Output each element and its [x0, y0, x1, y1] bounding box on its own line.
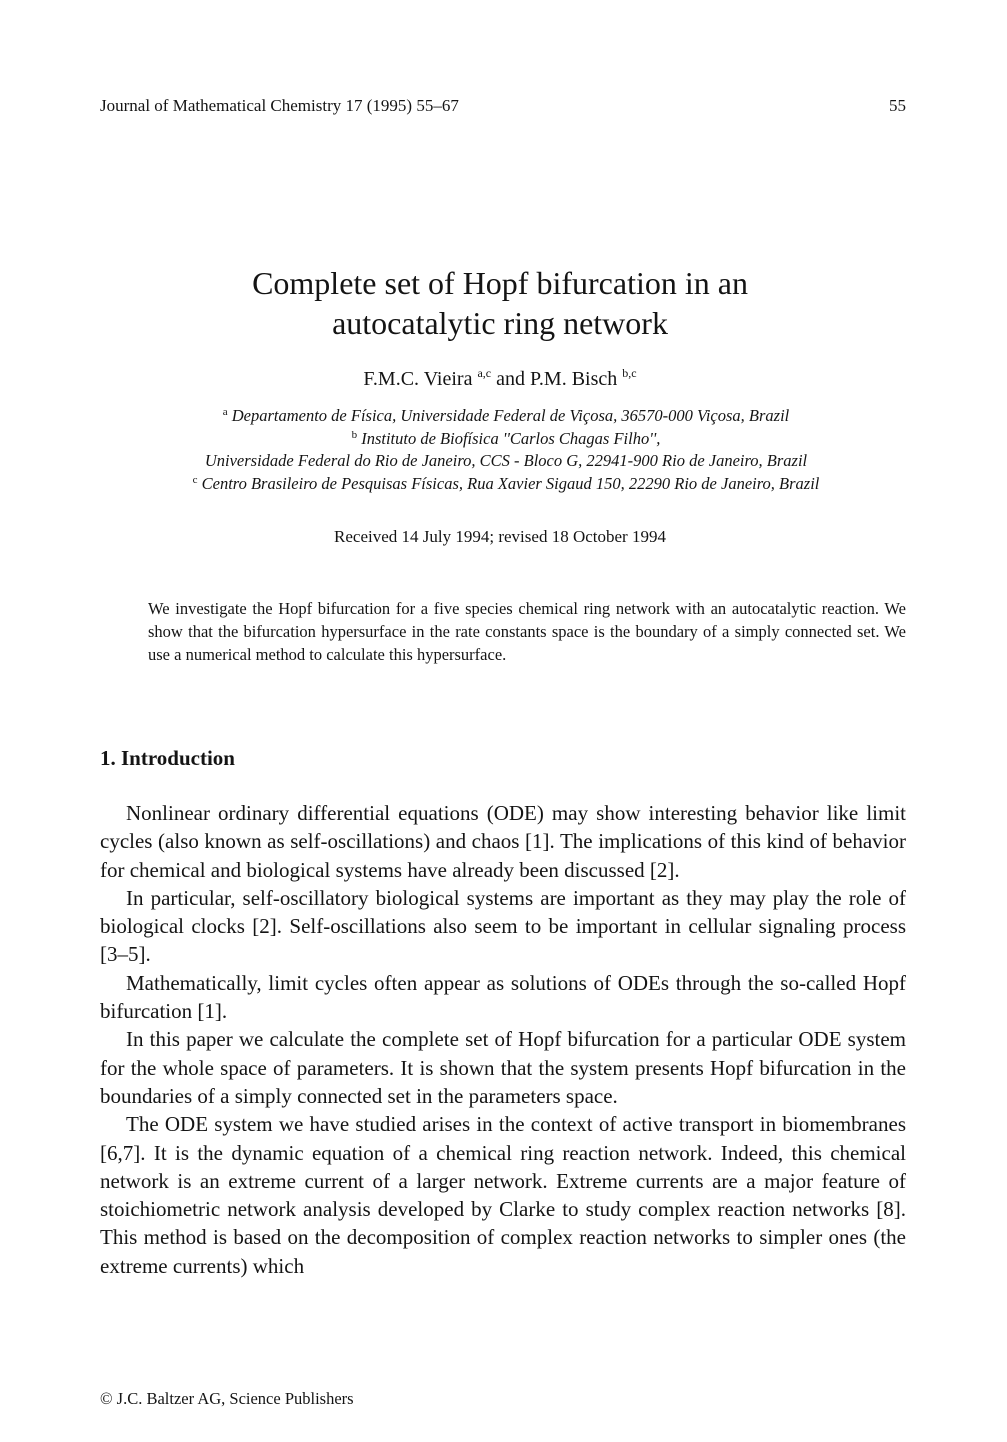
author-conjunction: and [496, 368, 526, 390]
paragraph: The ODE system we have studied arises in the context of active transport in biomembranes [6,7]. It is the dynamic equation of a chemical ring reaction network. Indeed, this chemical network is an extreme current of a larger network. Extreme currents are a major feature of stoichiometric network analysis developed by Clarke to study complex reaction networks [8]. This method is based on the decomposition of complex reaction networks to simpler ones (the extreme currents) which [100, 1112, 906, 1278]
affiliation-b-continued: Universidade Federal do Rio de Janeiro, CCS - Bloco G, 22941-900 Rio de Janeiro, Brazil [204, 451, 808, 470]
journal-citation: Journal of Mathematical Chemistry 17 (1995) 55–67 [100, 96, 459, 115]
affiliation-c-text: Centro Brasileiro de Pesquisas Físicas, Rua Xavier Sigaud 150, 22290 Rio de Janeiro, Brazil [201, 473, 820, 493]
title-line-1: Complete set of Hopf bifurcation in an [252, 265, 748, 301]
affiliation-a [100, 405, 912, 428]
affiliations [100, 405, 912, 495]
author-vieira-affil-marks: a,c [477, 366, 492, 380]
author-bisch: P.M. Bisch [530, 368, 618, 390]
affiliation-c [100, 473, 912, 496]
running-head [100, 96, 906, 118]
affiliation-a-text: Departamento de Física, Universidade Federal de Viçosa, 36570-000 Viçosa, Brazil [231, 406, 790, 425]
author-vieira: F.M.C. Vieira [363, 368, 473, 390]
affiliation-b-text-line-1: Instituto de Biofísica ''Carlos Chagas Filho'', [361, 428, 661, 448]
affiliation-c-mark: c [192, 473, 198, 486]
abstract: We investigate the Hopf bifurcation for a five species chemical ring network with an autocatalytic reaction. We show that the bifurcation hypersurface in the rate constants space is the boundary of a simply connected set. We use a numerical method to calculate this hypersurface. [148, 599, 906, 665]
copyright-footer: © J.C. Baltzer AG, Science Publishers [100, 1389, 354, 1408]
received-dates: Received 14 July 1994; revised 18 October 1994 [334, 527, 666, 546]
paper-title [100, 263, 900, 343]
paragraph: Mathematically, limit cycles often appear as solutions of ODEs through the so-called Hopf bifurcation [1]. [100, 970, 906, 1024]
paragraph: In this paper we calculate the complete set of Hopf bifurcation for a particular ODE system for the whole space of parameters. It is shown that the system presents Hopf bifurcation in the boundaries of a simply connected set in the parameters space. [100, 1027, 906, 1108]
page-number: 55 [889, 96, 906, 115]
author-bisch-affil-marks: b,c [622, 366, 637, 380]
affiliation-b [100, 428, 912, 451]
author-line [100, 366, 900, 392]
paragraph: In particular, self-oscillatory biological systems are important as they may play the role of biological clocks [2]. Self-oscillations also seem to be important in cellular signaling process [3–5]. [100, 885, 906, 967]
introduction-body [100, 799, 906, 1280]
title-line-2: autocatalytic ring network [332, 305, 668, 341]
section-heading-introduction: 1. Introduction [100, 746, 235, 770]
affiliation-a-mark: a [222, 406, 228, 418]
affiliation-b-mark: b [351, 428, 358, 441]
paragraph: Nonlinear ordinary differential equations (ODE) may show interesting behavior like limit cycles (also known as self-oscillations) and chaos [1]. The implications of this kind of behavior for chemical and biological systems have already been discussed [2]. [100, 801, 906, 882]
